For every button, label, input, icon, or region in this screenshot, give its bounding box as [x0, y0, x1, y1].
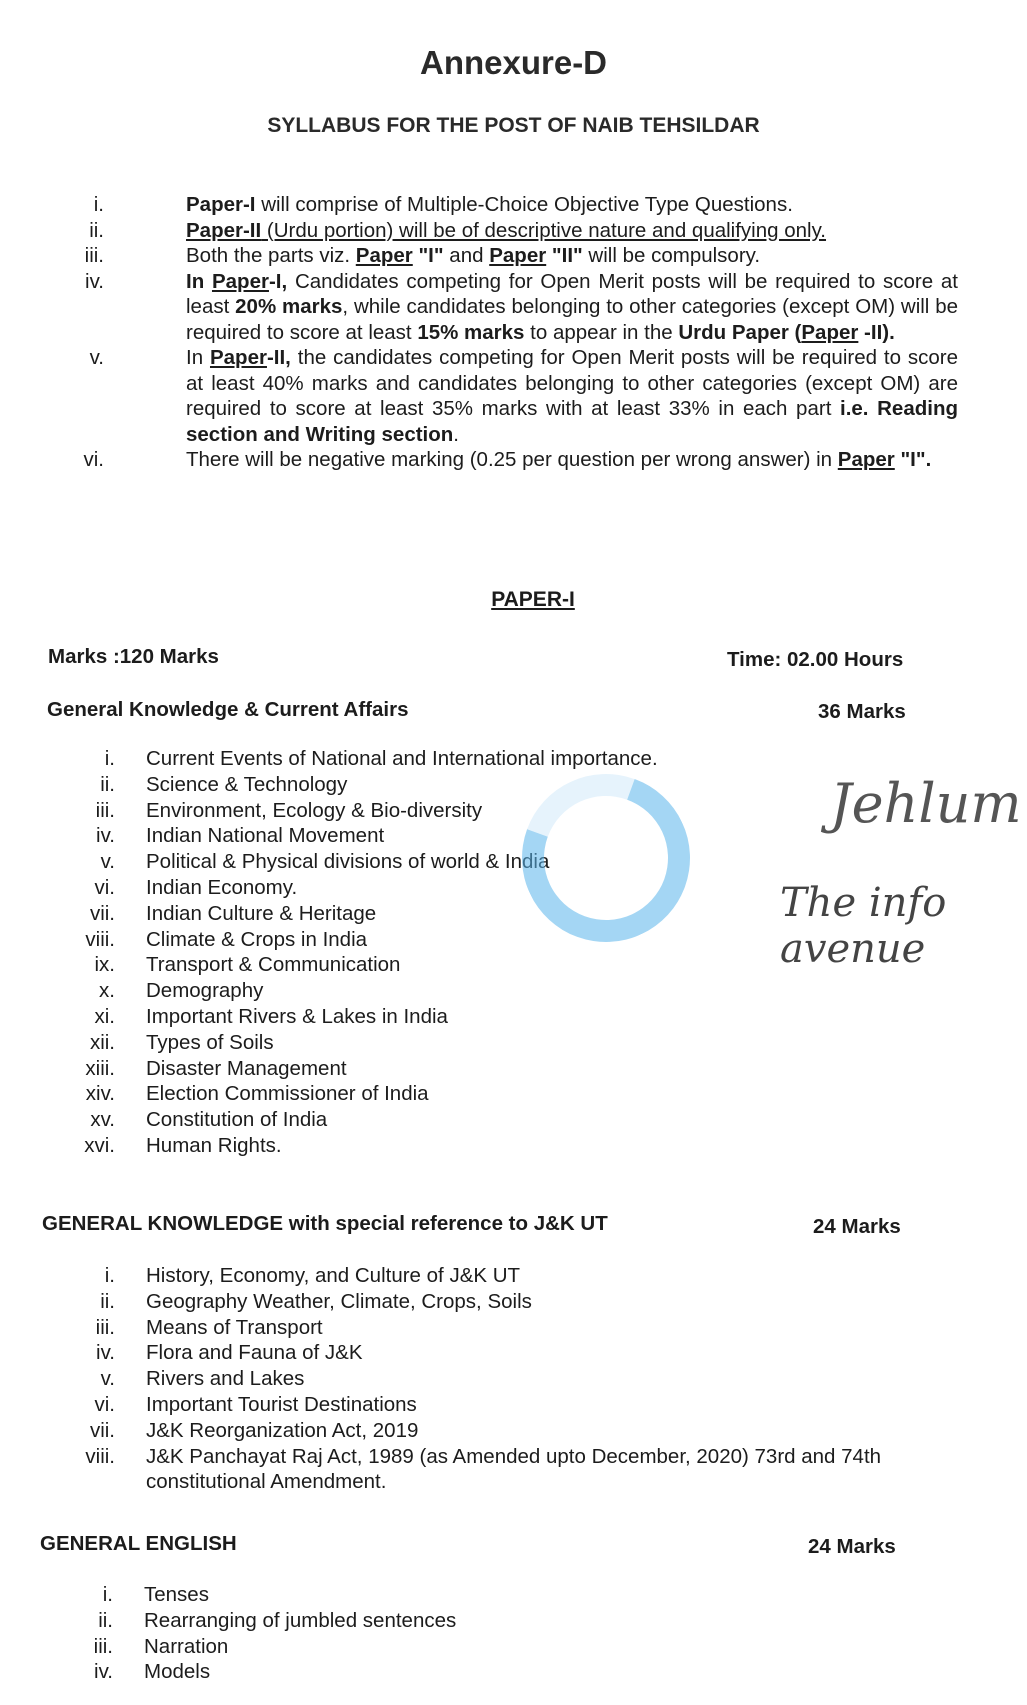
list-item-text: Disaster Management — [146, 1056, 347, 1080]
list-item-text: Science & Technology — [146, 772, 348, 796]
section-title-gk-current-affairs: General Knowledge & Current Affairs — [47, 698, 409, 721]
list-item — [50, 1004, 890, 1030]
list-item-text: Constitution of India — [146, 1108, 328, 1132]
list-item — [48, 1582, 888, 1608]
instruction-text-run: and — [443, 244, 490, 267]
list-item — [50, 1030, 890, 1056]
list-item-number: i. — [104, 747, 115, 770]
list-item-number: iii. — [95, 1315, 115, 1339]
instruction-text-run: "II" — [546, 244, 583, 267]
list-item-text: Narration — [144, 1634, 229, 1658]
list-item-number: ix. — [94, 953, 115, 977]
list-item-number: xii. — [89, 1030, 115, 1054]
instruction-text-run: 15% marks — [417, 320, 525, 344]
instruction-text-run: -I, — [268, 269, 288, 293]
instruction-text-run: Urdu Paper ( — [678, 320, 802, 344]
list-item-text: Important Rivers & Lakes in India — [146, 1004, 448, 1028]
list-item — [50, 1056, 890, 1082]
list-item — [50, 772, 890, 798]
list-item-text: Climate & Crops in India — [146, 927, 368, 951]
instruction-item — [85, 269, 958, 346]
list-item — [50, 1263, 890, 1289]
list-item — [50, 1081, 890, 1107]
list-item-text: Means of Transport — [146, 1315, 323, 1339]
list-item-text: Models — [144, 1660, 211, 1684]
list-item-text: Indian National Movement — [146, 824, 385, 848]
page-title: Annexure-D — [419, 44, 608, 81]
list-item-number: viii. — [85, 927, 115, 951]
list-item-number: i. — [104, 1264, 115, 1287]
list-item-text: Tenses — [144, 1583, 209, 1606]
instruction-text-run: In — [186, 346, 210, 369]
list-item-number: xvi. — [84, 1133, 115, 1157]
list-item-number: v. — [100, 1367, 115, 1391]
instruction-text — [186, 243, 958, 269]
paper-heading: PAPER-I — [491, 588, 575, 611]
list-item — [50, 927, 890, 953]
topic-list-general-english — [48, 1582, 888, 1685]
instruction-text-run: "I". — [894, 448, 932, 471]
instruction-text-run: "I" — [412, 244, 444, 267]
section-marks-gk-current-affairs: 36 Marks — [818, 700, 906, 723]
list-item-text: Election Commissioner of India — [146, 1082, 429, 1106]
instruction-text-run: the candidates competing for Open Merit posts will be required to score at least 40% marks and candidates belonging to other categories (except OM) are required to score at least 35% marks with at least 33% in each part — [186, 346, 958, 420]
list-item — [50, 1366, 890, 1392]
list-item — [48, 1634, 888, 1660]
page-subtitle: SYLLABUS FOR THE POST OF NAIB TEHSILDAR — [267, 114, 760, 137]
list-item — [50, 746, 890, 772]
time-duration: Time: 02.00 Hours — [727, 648, 904, 671]
list-item-text: Indian Economy. — [146, 875, 298, 899]
instruction-text-run: Paper — [355, 244, 413, 267]
instruction-text-run: will comprise of Multiple-Choice Objective Type Questions. — [255, 193, 793, 216]
list-item-text: Transport & Communication — [146, 953, 401, 977]
list-item-number: xi. — [94, 1004, 115, 1028]
instruction-item — [89, 218, 958, 244]
list-item — [50, 798, 890, 824]
list-item-number: iii. — [95, 798, 115, 822]
instruction-text-run: i.e. Reading section and Writing section — [186, 397, 958, 446]
instruction-item — [93, 192, 958, 218]
instruction-item — [83, 447, 958, 473]
list-item-text: Geography Weather, Climate, Crops, Soils — [146, 1289, 532, 1313]
list-item-text: Current Events of National and International importance. — [146, 747, 658, 770]
list-item — [50, 1133, 890, 1159]
list-item — [50, 823, 890, 849]
instruction-text-run: -II, — [266, 346, 291, 369]
instruction-text-run: will be compulsory. — [582, 244, 761, 267]
instruction-item — [84, 243, 958, 269]
instruction-item — [89, 345, 958, 447]
list-item-number: i. — [102, 1583, 113, 1606]
list-item — [50, 1392, 890, 1418]
instruction-text — [186, 345, 958, 447]
list-item — [50, 1107, 890, 1133]
list-item-number: iv. — [94, 1660, 113, 1684]
list-item-number: vi. — [94, 875, 115, 899]
list-item — [50, 1444, 890, 1496]
instruction-text-run: Candidates competing for Open Merit posts will be required to score at least — [186, 269, 958, 318]
instruction-text-run: . — [453, 422, 459, 446]
list-item-number: iv. — [96, 824, 115, 848]
instruction-text-run: Paper-II — [186, 218, 262, 242]
list-item — [50, 1340, 890, 1366]
list-item-number: ii. — [98, 1608, 113, 1632]
instruction-text-run: Paper — [209, 346, 267, 369]
list-item-text: Flora and Fauna of J&K — [146, 1341, 363, 1365]
list-item-number: iv. — [96, 1341, 115, 1365]
total-marks: Marks :120 Marks — [48, 645, 219, 668]
list-item-text: Human Rights. — [146, 1133, 282, 1157]
instruction-text-run: Paper — [211, 269, 269, 293]
instruction-number: iii. — [84, 244, 104, 267]
list-item-number: ii. — [100, 1289, 115, 1313]
instruction-text-run: In — [186, 269, 212, 293]
list-item-text: Political & Physical divisions of world & India — [146, 850, 550, 874]
list-item — [48, 1608, 888, 1634]
instruction-number: v. — [89, 346, 104, 369]
list-item-number: xiii. — [85, 1056, 115, 1080]
list-item-number: ii. — [100, 772, 115, 796]
list-item-text: History, Economy, and Culture of J&K UT — [146, 1264, 521, 1287]
list-item-number: vi. — [94, 1392, 115, 1416]
instruction-text-run: Paper — [489, 244, 547, 267]
list-item — [50, 978, 890, 1004]
list-item — [50, 875, 890, 901]
watermark-brand: Jehlum — [830, 772, 1022, 835]
list-item-text: Rearranging of jumbled sentences — [144, 1608, 457, 1632]
instruction-number: ii. — [89, 218, 104, 242]
list-item — [50, 1289, 890, 1315]
list-item-text: Important Tourist Destinations — [146, 1392, 417, 1416]
instruction-text-run: -II). — [858, 320, 895, 344]
list-item — [50, 849, 890, 875]
list-item — [50, 952, 890, 978]
list-item-text: J&K Panchayat Raj Act, 1989 (as Amended upto December, 2020) 73rd and 74th constitutional Amendment. — [146, 1444, 882, 1494]
list-item-number: vii. — [89, 901, 115, 925]
instruction-list — [83, 192, 958, 473]
watermark-tagline: The info avenue — [780, 880, 947, 972]
list-item — [50, 1418, 890, 1444]
section-title-gk-jk: GENERAL KNOWLEDGE with special reference to J&K UT — [42, 1212, 608, 1235]
instruction-number: i. — [93, 193, 104, 216]
section-marks-general-english: 24 Marks — [808, 1535, 896, 1558]
list-item-text: J&K Reorganization Act, 2019 — [146, 1418, 419, 1442]
instruction-text-run: 20% marks — [235, 295, 343, 318]
section-title-general-english: GENERAL ENGLISH — [40, 1532, 237, 1555]
list-item-number: vii. — [89, 1418, 115, 1442]
list-item-text: Rivers and Lakes — [146, 1367, 305, 1391]
instruction-text-run: to appear in the — [524, 320, 679, 344]
list-item-text: Types of Soils — [146, 1030, 274, 1054]
topic-list-gk-jk — [50, 1263, 890, 1495]
list-item-number: viii. — [85, 1444, 115, 1468]
list-item-number: xiv. — [85, 1082, 115, 1106]
list-item-number: iii. — [93, 1634, 113, 1658]
instruction-text — [186, 269, 958, 346]
list-item — [48, 1659, 888, 1685]
list-item — [50, 1315, 890, 1341]
list-item-text: Demography — [146, 979, 264, 1003]
instruction-text — [186, 218, 958, 244]
section-marks-gk-jk: 24 Marks — [813, 1215, 901, 1238]
list-item — [50, 901, 890, 927]
instruction-text-run: , while candidates belonging to other categories (except OM) will be required to score at least — [186, 295, 958, 344]
list-item-number: v. — [100, 850, 115, 874]
instruction-text-run: (Urdu portion) will be of descriptive nature and qualifying only. — [261, 218, 827, 242]
topic-list-gk-current-affairs — [50, 746, 890, 1159]
instruction-text-run: Both the parts viz. — [186, 244, 356, 267]
list-item-text: Environment, Ecology & Bio-diversity — [146, 798, 483, 822]
instruction-text — [186, 447, 958, 473]
instruction-number: iv. — [85, 269, 104, 293]
instruction-number: vi. — [83, 448, 104, 471]
list-item-number: xv. — [90, 1108, 115, 1132]
list-item-text: Indian Culture & Heritage — [146, 901, 377, 925]
instruction-text-run: Paper — [837, 448, 895, 471]
instruction-text-run: There will be negative marking (0.25 per question per wrong answer) in — [186, 448, 838, 471]
list-item-number: x. — [99, 979, 115, 1003]
instruction-text-run: Paper — [801, 320, 859, 344]
instruction-text — [186, 192, 958, 218]
instruction-text-run: Paper-I — [186, 193, 256, 216]
